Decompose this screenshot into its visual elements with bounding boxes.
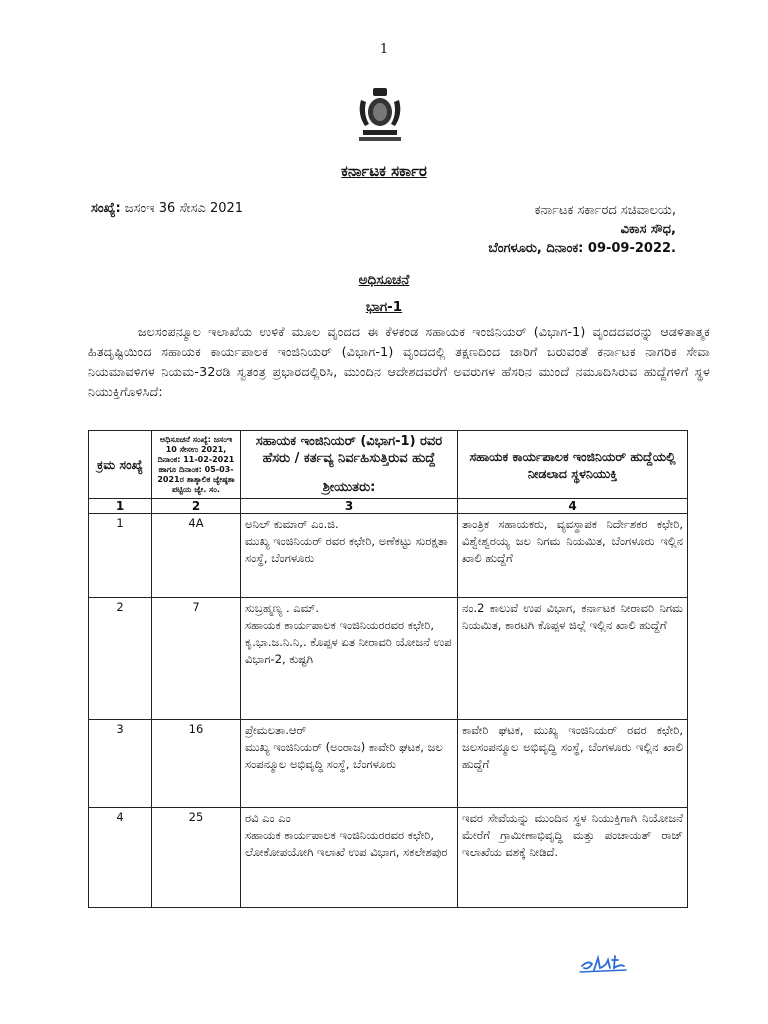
- cell-serial: 3: [89, 720, 152, 808]
- cell-new-posting: ತಾಂತ್ರಿಕ ಸಹಾಯಕರು, ವ್ಯವಸ್ಥಾಪಕ ನಿರ್ದೇಶಕರ ಕಛೇರಿ, ವಿಶ್ವೇಶ್ವರಯ್ಯ ಜಲ ನಿಗಮ ನಿಯಮಿತ, ಬೆಂಗಳೂರು ಇಲ್ಲಿನ ಖಾಲಿ ಹುದ್ದೆಗೆ: [458, 514, 688, 598]
- header-officer-text: ಸಹಾಯಕ ಇಂಜಿನಿಯರ್ (ವಿಭಾಗ-1) ರವರ ಹೆಸರು / ಕರ್ತವ್ಯ ನಿರ್ವಹಿಸುತ್ತಿರುವ ಹುದ್ದೆ: [255, 434, 443, 466]
- cell-new-posting: ಕಾವೇರಿ ಘಟಕ, ಮುಖ್ಯ ಇಂಜಿನಿಯರ್ ರವರ ಕಛೇರಿ, ಜಲಸಂಪನ್ಮೂಲ ಅಭಿವೃದ್ಧಿ ಸಂಸ್ಥೆ, ಬೆಂಗಳೂರು ಇಲ್ಲಿನ ಖಾಲಿ ಹುದ್ದೆಗೆ: [458, 720, 688, 808]
- officer-current-post: ಸಹಾಯಕ ಕಾರ್ಯಪಾಲಕ ಇಂಜಿನಿಯರರವರ ಕಛೇರಿ, ಲೋಕೋಪಯೋಗಿ ಇಲಾಖೆ ಉಪ ವಿಭಾಗ, ಸಕಲೇಶಪುರ: [245, 828, 448, 859]
- officer-current-post: ಮುಖ್ಯ ಇಂಜಿನಿಯರ್ ರವರ ಕಛೇರಿ, ಅಣೆಕಟ್ಟು ಸುರಕ್ಷತಾ ಸಂಸ್ಥೆ, ಬೆಂಗಳೂರು: [245, 534, 448, 565]
- address-line-2: ವಿಕಾಸ ಸೌಧ,: [620, 222, 676, 237]
- address-line-3: ಬೆಂಗಳೂರು, ದಿನಾಂಕ: 09-09-2022.: [488, 241, 676, 256]
- column-number: 4: [458, 499, 688, 514]
- column-number: 1: [89, 499, 152, 514]
- signature-icon: [578, 952, 638, 974]
- reference-number: [91, 201, 243, 216]
- table-row: [89, 808, 688, 908]
- address-block: [488, 201, 676, 258]
- reference-value: ಜಸಂಇ 36 ಸೇಸಎ 2021: [124, 201, 244, 216]
- government-title: ಕರ್ನಾಟಕ ಸರ್ಕಾರ: [341, 162, 427, 180]
- header-officer: [241, 431, 458, 499]
- part-title: ಭಾಗ-1: [365, 299, 403, 315]
- header-new-posting: ಸಹಾಯಕ ಕಾರ್ಯಪಾಲಕ ಇಂಜಿನಿಯರ್ ಹುದ್ದೆಯಲ್ಲಿ ನೀಡಲಾದ ಸ್ಥಳನಿಯುಕ್ತಿ: [458, 431, 688, 499]
- header-seniority: ಅಧಿಸೂಚನೆ ಸಂಖ್ಯೆ: ಜಸಂಇ 10 ಸೇಸಉ 2021, ದಿನಾಂಕ: 11-02-2021 ಹಾಗೂ ದಿನಾಂಕ: 05-03-2021ರ ತಾತ್ಕಾಲಿಕ ಜ್ಯೇಷ್ಠತಾ ಪಟ್ಟಿಯ ಜ್ಯೇ. ಸಂ.: [152, 431, 241, 499]
- cell-officer: [241, 808, 458, 908]
- cell-officer: [241, 514, 458, 598]
- cell-officer: [241, 720, 458, 808]
- officer-name: ಅನಿಲ್ ಕುಮಾರ್ ಎಂ.ಜಿ.: [245, 517, 339, 531]
- cell-officer: [241, 598, 458, 720]
- table-header-row: [89, 431, 688, 499]
- officer-current-post: ಮುಖ್ಯ ಇಂಜಿನಿಯರ್ (ಅಂರಾಜ) ಕಾವೇರಿ ಘಟಕ, ಜಲ ಸಂಪನ್ಮೂಲ ಅಭಿವೃದ್ಧಿ ಸಂಸ್ಥೆ, ಬೆಂಗಳೂರು: [245, 740, 443, 771]
- body-paragraph: ಜಲಸಂಪನ್ಮೂಲ ಇಲಾಖೆಯ ಉಳಿಕೆ ಮೂಲ ವೃಂದದ ಈ ಕೆಳಕಂಡ ಸಹಾಯಕ ಇಂಜಿನಿಯರ್ (ವಿಭಾಗ-1) ವೃಂದದವರನ್ನು ಆಡಳಿತಾತ್ಮಕ ಹಿತದೃಷ್ಟಿಯಿಂದ ಸಹಾಯಕ ಕಾರ್ಯಪಾಲಕ ಇಂಜಿನಿಯರ್ (ವಿಭಾಗ-1) ವೃಂದದಲ್ಲಿ ತಕ್ಷಣದಿಂದ ಜಾರಿಗೆ ಬರುವಂತೆ ಕರ್ನಾಟಕ ನಾಗರಿಕ ಸೇವಾ ನಿಯಮಾವಳಿಗಳ ನಿಯಮ-32ರಡಿ ಸ್ವತಂತ್ರ ಪ್ರಭಾರದಲ್ಲಿರಿಸಿ, ಮುಂದಿನ ಆದೇಶದವರೆಗೆ ಅವರುಗಳ ಹೆಸರಿನ ಮುಂದೆ ನಮೂದಿಸಿರುವ ಹುದ್ದೆಗಳಿಗೆ ಸ್ಥಳ ನಿಯುಕ್ತಿಗೊಳಿಸಿದೆ:: [88, 324, 710, 399]
- column-number: 3: [241, 499, 458, 514]
- notification-title: ಅಧಿಸೂಚನೆ: [358, 272, 410, 288]
- cell-seniority: 25: [152, 808, 241, 908]
- cell-serial: 4: [89, 808, 152, 908]
- address-line-1: ಕರ್ನಾಟಕ ಸರ್ಕಾರದ ಸಚಿವಾಲಯ,: [534, 203, 676, 218]
- table-row: [89, 598, 688, 720]
- cell-serial: 1: [89, 514, 152, 598]
- column-number-row: [89, 499, 688, 514]
- table-row: [89, 514, 688, 598]
- officer-current-post: ಸಹಾಯಕ ಕಾರ್ಯಪಾಲಕ ಇಂಜಿನಿಯರರವರ ಕಛೇರಿ, ಕೃ.ಭಾ.ಜ.ನಿ.ನಿ,. ಕೊಪ್ಪಳ ಏತ ನೀರಾವರಿ ಯೋಜನೆ ಉಪ ವಿಭಾಗ-2, ಕುಷ್ಟಗಿ: [245, 618, 452, 666]
- header-officer-sub: ಶ್ರೀಯುತರು:: [322, 480, 376, 495]
- table-row: [89, 720, 688, 808]
- cell-serial: 2: [89, 598, 152, 720]
- cell-new-posting: ನಂ.2 ಕಾಲುವೆ ಉಪ ವಿಭಾಗ, ಕರ್ನಾಟಕ ನೀರಾವರಿ ನಿಗಮ ನಿಯಮಿತ, ಕಾರಟಗಿ ಕೊಪ್ಪಳ ಜಿಲ್ಲೆ ಇಲ್ಲಿನ ಖಾಲಿ ಹುದ್ದೆಗೆ: [458, 598, 688, 720]
- cell-seniority: 16: [152, 720, 241, 808]
- column-number: 2: [152, 499, 241, 514]
- header-serial: ಕ್ರಮ ಸಂಖ್ಯೆ: [89, 431, 152, 499]
- cell-seniority: 7: [152, 598, 241, 720]
- officer-name: ಪ್ರೇಮಲತಾ.ಆರ್: [245, 723, 307, 737]
- officer-name: ರವಿ ಎಂ ಎಂ: [245, 811, 291, 825]
- posting-table: [88, 430, 688, 908]
- officer-name: ಸುಬ್ರಹ್ಮಣ್ಯ . ಎಮ್.: [245, 601, 319, 615]
- cell-seniority: 4A: [152, 514, 241, 598]
- page-number: 1: [379, 42, 389, 57]
- state-emblem-icon: [355, 86, 405, 144]
- cell-new-posting: ಇವರ ಸೇವೆಯನ್ನು ಮುಂದಿನ ಸ್ಥಳ ನಿಯುಕ್ತಿಗಾಗಿ ನಿಯೋಜನೆ ಮೇರೆಗೆ ಗ್ರಾಮೀಣಾಭಿವೃದ್ಧಿ ಮತ್ತು ಪಂಚಾಯತ್ ರಾಜ್ ಇಲಾಖೆಯ ವಶಕ್ಕೆ ನೀಡಿದೆ.: [458, 808, 688, 908]
- reference-label: ಸಂಖ್ಯೆ:: [91, 201, 121, 216]
